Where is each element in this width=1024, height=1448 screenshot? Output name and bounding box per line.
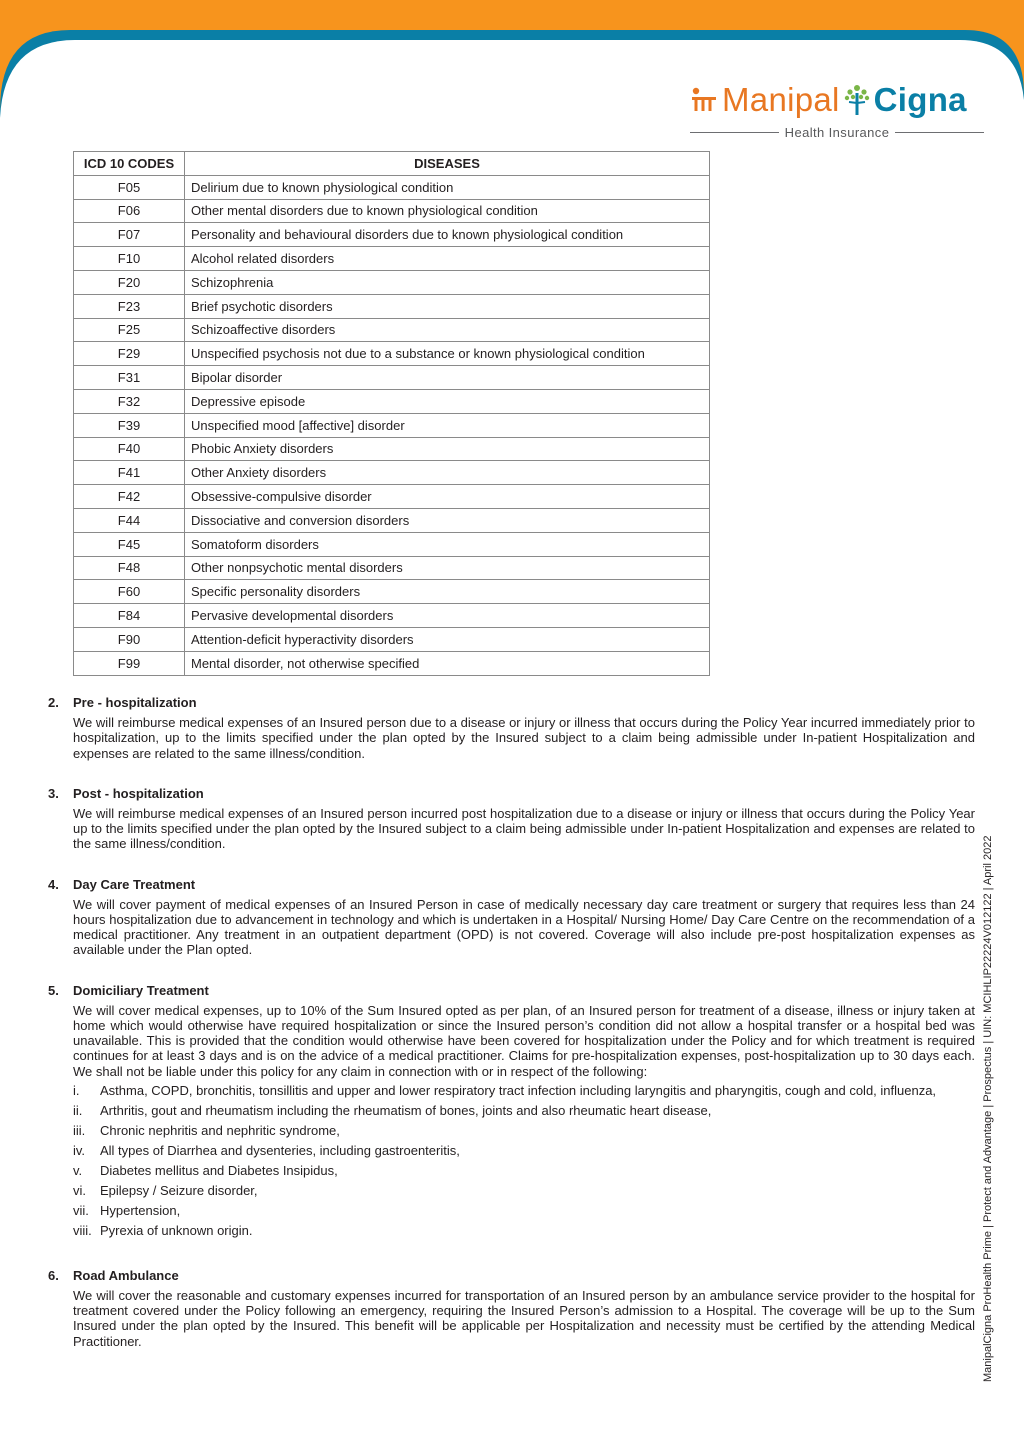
disease-cell: Other nonpsychotic mental disorders (185, 556, 710, 580)
icd-code-cell: F05 (74, 175, 185, 199)
table-row (74, 461, 710, 485)
document-footer-vertical: ManipalCigna ProHealth Prime | Protect and Advantage | Prospectus | UIN: MCIHLIP22224V012122 | April 2022 (982, 835, 994, 1382)
table-row (74, 604, 710, 628)
icd-code-cell: F84 (74, 604, 185, 628)
logo-tagline-row (690, 125, 984, 140)
section-3 (48, 786, 975, 852)
list-item-text: Chronic nephritis and nephritic syndrome, (100, 1122, 340, 1138)
list-item-text: Hypertension, (100, 1202, 181, 1218)
list-item-text: Epilepsy / Seizure disorder, (100, 1182, 258, 1198)
icd-code-cell: F32 (74, 389, 185, 413)
section-number: 3. (48, 785, 59, 801)
list-item-numeral: vi. (73, 1182, 86, 1198)
manipal-emblem-icon (690, 85, 720, 115)
section-4 (48, 877, 975, 958)
section-title: Road Ambulance (73, 1267, 179, 1283)
disease-cell: Pervasive developmental disorders (185, 604, 710, 628)
section-number: 6. (48, 1267, 59, 1283)
section-body: We will reimburse medical expenses of an Insured person incurred post hospitalization due to a disease or injury or illness that occurs during the Policy Year up to the limits specified under the plan opted by the Insured subject to a claim being admissible under In-patient Hospitalization and expenses are related to the same illness/condition. (73, 806, 975, 852)
icd-code-cell: F10 (74, 247, 185, 271)
section-number: 5. (48, 982, 59, 998)
table-row (74, 508, 710, 532)
list-item-numeral: vii. (73, 1202, 89, 1218)
table-row (74, 651, 710, 675)
table-row (74, 389, 710, 413)
table-row (74, 294, 710, 318)
disease-cell: Unspecified psychosis not due to a substance or known physiological condition (185, 342, 710, 366)
icd-code-cell: F23 (74, 294, 185, 318)
table-body (74, 175, 710, 675)
brand-name-cigna: Cigna (873, 81, 967, 118)
table-row (74, 485, 710, 509)
table-row (74, 627, 710, 651)
table-row (74, 532, 710, 556)
icd-code-cell: F42 (74, 485, 185, 509)
section-body: We will cover payment of medical expenses of an Insured Person in case of medically necessary day care treatment or surgery that requires less than 24 hours hospitalization due to advancement in technology and which is undertaken in a Hospital/ Nursing Home/ Day Care Centre on the recommendation of a medical practitioner. Any treatment in an outpatient department (OPD) is not covered. Coverage will also include pre-post hospitalization expenses as available under the Plan opted. (73, 896, 975, 958)
list-item (73, 1183, 975, 1203)
list-item-numeral: ii. (73, 1102, 83, 1118)
disease-cell: Unspecified mood [affective] disorder (185, 413, 710, 437)
icd-code-cell: F48 (74, 556, 185, 580)
icd-code-cell: F60 (74, 580, 185, 604)
table-row (74, 413, 710, 437)
list-item (73, 1143, 975, 1163)
manipal-cigna-logo (690, 78, 990, 144)
disease-cell: Mental disorder, not otherwise specified (185, 651, 710, 675)
disease-cell: Alcohol related disorders (185, 247, 710, 271)
disease-cell: Attention-deficit hyperactivity disorders (185, 627, 710, 651)
section-6 (48, 1268, 975, 1349)
list-item (73, 1123, 975, 1143)
table-header-row (74, 152, 710, 176)
icd-code-cell: F41 (74, 461, 185, 485)
list-item-text: Asthma, COPD, bronchitis, tonsillitis and upper and lower respiratory tract infection including laryngitis and pharyngitis, cough and cold, influenza, (100, 1082, 937, 1098)
icd-code-cell: F20 (74, 270, 185, 294)
tagline-rule-right (895, 132, 984, 133)
table-row (74, 247, 710, 271)
icd-code-cell: F39 (74, 413, 185, 437)
table-row (74, 437, 710, 461)
disease-cell: Other mental disorders due to known physiological condition (185, 199, 710, 223)
table-row (74, 580, 710, 604)
coverage-sections (48, 695, 975, 1349)
list-item (73, 1203, 975, 1223)
disease-cell: Schizoaffective disorders (185, 318, 710, 342)
list-item (73, 1083, 975, 1103)
list-item-text: Arthritis, gout and rheumatism including the rheumatism of bones, joints and also rheumatic heart disease, (100, 1102, 712, 1118)
disease-cell: Delirium due to known physiological condition (185, 175, 710, 199)
brand-name-manipal: Manipal (722, 81, 840, 118)
list-item-numeral: v. (73, 1162, 83, 1178)
icd-code-cell: F07 (74, 223, 185, 247)
tagline-rule-left (690, 132, 779, 133)
list-item (73, 1103, 975, 1123)
disease-cell: Phobic Anxiety disorders (185, 437, 710, 461)
icd-code-cell: F90 (74, 627, 185, 651)
icd-code-cell: F25 (74, 318, 185, 342)
exclusion-list (73, 1083, 975, 1243)
table-row (74, 199, 710, 223)
disease-cell: Depressive episode (185, 389, 710, 413)
table-row (74, 342, 710, 366)
section-number: 4. (48, 876, 59, 892)
list-item-text: All types of Diarrhea and dysenteries, including gastroenteritis, (100, 1142, 460, 1158)
table-row (74, 270, 710, 294)
section-body: We will reimburse medical expenses of an Insured person due to a disease or injury or illness that occurs during the Policy Year incurred immediately prior to hospitalization, up to the limits specified under the plan opted by the Insured subject to a claim being admissible under In-patient Hospitalization and expenses are related to the same illness/condition. (73, 715, 975, 761)
icd-code-cell: F06 (74, 199, 185, 223)
section-body: We will cover medical expenses, up to 10% of the Sum Insured opted as per plan, of an Insured person for treatment of a disease, illness or injury taken at home which would otherwise have required hospitalization or since the Insured person’s condition did not allow a hospital transfer or a hospital bed was unavailable. This is provided that the condition would otherwise have been covered for hospitalization under the Policy and for which treatment is required continues for at least 3 days and is on the advice of a medical practitioner. Claims for pre-hospitalization expenses, post-hospitalization up to 30 days each. We shall not be liable under this policy for any claim in connection with or in respect of the following: (73, 1002, 975, 1079)
icd-code-cell: F99 (74, 651, 185, 675)
table-row (74, 556, 710, 580)
disease-cell: Obsessive-compulsive disorder (185, 485, 710, 509)
section-title: Day Care Treatment (73, 876, 196, 892)
section-title: Pre - hospitalization (73, 695, 197, 710)
disease-cell: Somatoform disorders (185, 532, 710, 556)
column-header-codes: ICD 10 CODES (74, 152, 185, 176)
table-row (74, 318, 710, 342)
list-item-numeral: iv. (73, 1142, 86, 1158)
disease-cell: Other Anxiety disorders (185, 461, 710, 485)
section-title: Post - hospitalization (73, 785, 204, 801)
icd-code-cell: F44 (74, 508, 185, 532)
section-2 (48, 695, 975, 761)
section-5 (48, 983, 975, 1243)
section-number: 2. (48, 695, 59, 710)
disease-cell: Specific personality disorders (185, 580, 710, 604)
list-item-text: Pyrexia of unknown origin. (100, 1222, 253, 1238)
cigna-tree-icon (843, 83, 871, 117)
icd-codes-table (73, 151, 710, 676)
list-item (73, 1223, 975, 1243)
table-row (74, 223, 710, 247)
icd-code-cell: F45 (74, 532, 185, 556)
column-header-diseases: DISEASES (185, 152, 710, 176)
disease-cell: Personality and behavioural disorders due to known physiological condition (185, 223, 710, 247)
list-item-numeral: iii. (73, 1122, 86, 1138)
disease-cell: Bipolar disorder (185, 366, 710, 390)
table-row (74, 175, 710, 199)
list-item-text: Diabetes mellitus and Diabetes Insipidus, (100, 1162, 338, 1178)
icd-code-cell: F40 (74, 437, 185, 461)
logo-tagline: Health Insurance (784, 125, 890, 140)
disease-cell: Schizophrenia (185, 270, 710, 294)
disease-cell: Brief psychotic disorders (185, 294, 710, 318)
icd-code-cell: F31 (74, 366, 185, 390)
table-row (74, 366, 710, 390)
list-item-numeral: viii. (73, 1222, 92, 1238)
section-title: Domiciliary Treatment (73, 982, 209, 998)
icd-code-cell: F29 (74, 342, 185, 366)
list-item-numeral: i. (73, 1082, 80, 1098)
section-body: We will cover the reasonable and customary expenses incurred for transportation of an Insured person by an ambulance service provider to the hospital for treatment covered under the Policy following an emergency, requiring the Insured Person’s admission to a Hospital. The coverage will be up to the Sum Insured under the plan opted by the Insured. This benefit will be applicable per Hospitalization and necessity must be certified by the attending Medical Practitioner. (73, 1288, 975, 1349)
list-item (73, 1163, 975, 1183)
disease-cell: Dissociative and conversion disorders (185, 508, 710, 532)
